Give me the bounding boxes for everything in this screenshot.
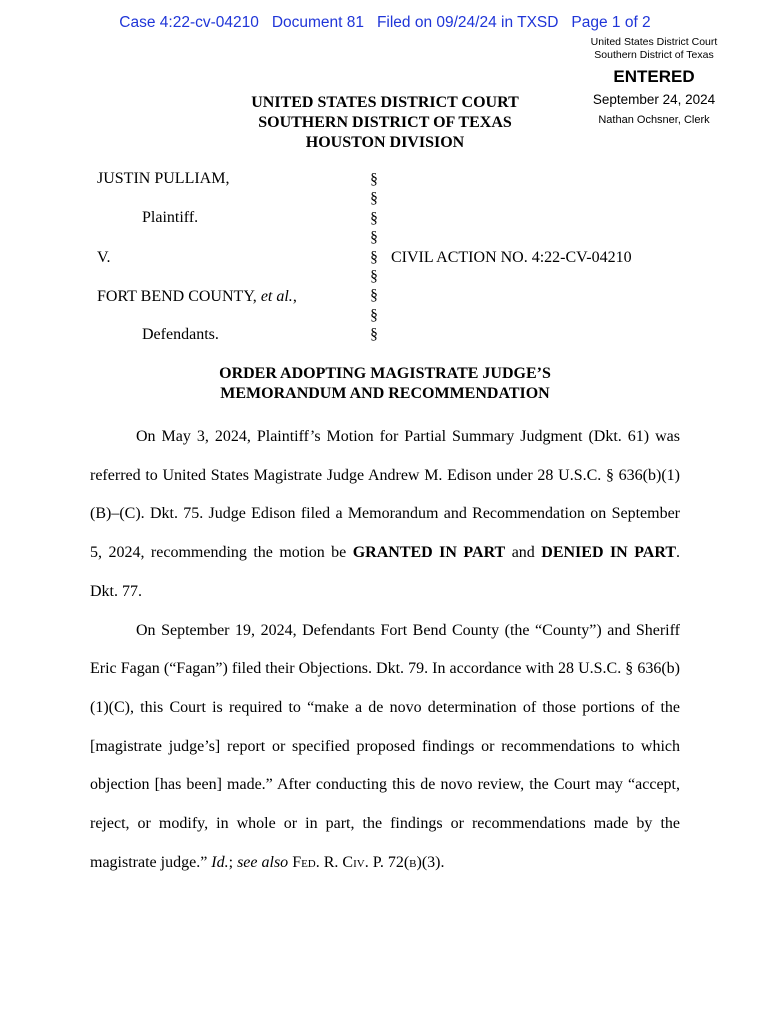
paragraph-1-text: On May 3, 2024, Plaintiff’s Motion for Partial Summary Judgment (Dkt. 61) was referred to United States Magistrate Judge Andrew M. Edison under 28 U.S.C. § 636(b)(1)(B)–(C). Dkt. 75. Judge Edison filed a Memorandum and Recommendation on September 5, 2024, recommending the motion be xyxy=(90,428,680,562)
stamp-district: Southern District of Texas xyxy=(594,49,714,61)
order-title xyxy=(150,364,620,404)
section-symbol: § xyxy=(370,306,378,324)
stamp-court: United States District Court xyxy=(590,36,718,48)
section-symbol: § xyxy=(370,268,378,286)
paragraph-1 xyxy=(90,418,680,612)
section-symbol: § xyxy=(370,287,378,305)
section-symbol: § xyxy=(370,209,378,227)
court-heading-line-1: UNITED STATES DISTRICT COURT xyxy=(251,94,519,111)
defendant-role: Defendants. xyxy=(142,326,219,343)
stamp-date: September 24, 2024 xyxy=(592,92,716,107)
court-heading-line-2: SOUTHERN DISTRICT OF TEXAS xyxy=(258,114,512,131)
civil-action-number: CIVIL ACTION NO. 4:22-CV-04210 xyxy=(391,249,632,266)
defendant-name xyxy=(97,288,297,306)
filed-date: Filed on 09/24/24 in TXSD xyxy=(376,14,559,31)
paragraph-2 xyxy=(90,612,680,883)
order-body xyxy=(90,418,680,882)
defendant-name-text: FORT BEND COUNTY, xyxy=(97,288,257,305)
section-column xyxy=(367,170,381,345)
plaintiff-name: JUSTIN PULLIAM, xyxy=(97,170,230,187)
stamp-clerk: Nathan Ochsner, Clerk xyxy=(598,114,710,126)
rule-citation: Fed. R. Civ. P. 72(b)(3). xyxy=(288,853,445,871)
section-symbol: § xyxy=(370,326,378,344)
court-heading xyxy=(210,93,560,153)
citation-separator: ; xyxy=(228,853,238,871)
section-symbol: § xyxy=(370,171,378,188)
versus-label: V. xyxy=(97,249,111,266)
paragraph-1-end: . Dkt. 77. xyxy=(90,544,681,600)
page-indicator: Page 1 of 2 xyxy=(571,14,651,31)
defendant-name-end: , xyxy=(292,288,297,305)
paragraph-2-text: On September 19, 2024, Defendants Fort Bend County (the “County”) and Sheriff Eric Fagan (“Fagan”) filed their Objections. Dkt. 79. In accordance with 28 U.S.C. § 636(b)(1)(C), this Court is required to “make a de novo determination of those portions of the [magistrate judge’s] report or specified proposed findings or recommendations to which objection [has been] made.” After conducting this de novo review, the Court may “accept, reject, or modify, in whole or in part, the findings or recommendations made by the magistrate judge.” xyxy=(90,621,680,871)
section-symbol: § xyxy=(370,190,378,208)
paragraph-1-and: and xyxy=(505,544,542,562)
id-citation: Id. xyxy=(211,853,229,871)
defendant-et-al: et al. xyxy=(260,288,293,305)
granted-in-part: GRANTED IN PART xyxy=(352,544,506,562)
section-symbol: § xyxy=(370,248,378,266)
ecf-header xyxy=(0,14,770,32)
section-symbol: § xyxy=(370,229,378,247)
court-heading-line-3: HOUSTON DIVISION xyxy=(305,134,465,151)
document-number: Document 81 xyxy=(271,14,365,31)
stamp-status: ENTERED xyxy=(613,67,695,86)
order-title-line-2: MEMORANDUM AND RECOMMENDATION xyxy=(220,385,550,402)
plaintiff-role: Plaintiff. xyxy=(142,209,199,226)
denied-in-part: DENIED IN PART xyxy=(541,544,677,562)
see-also-signal: see also xyxy=(237,853,289,871)
order-title-line-1: ORDER ADOPTING MAGISTRATE JUDGE’S xyxy=(219,365,551,382)
case-number: Case 4:22-cv-04210 xyxy=(119,14,259,31)
entered-stamp xyxy=(574,36,734,126)
